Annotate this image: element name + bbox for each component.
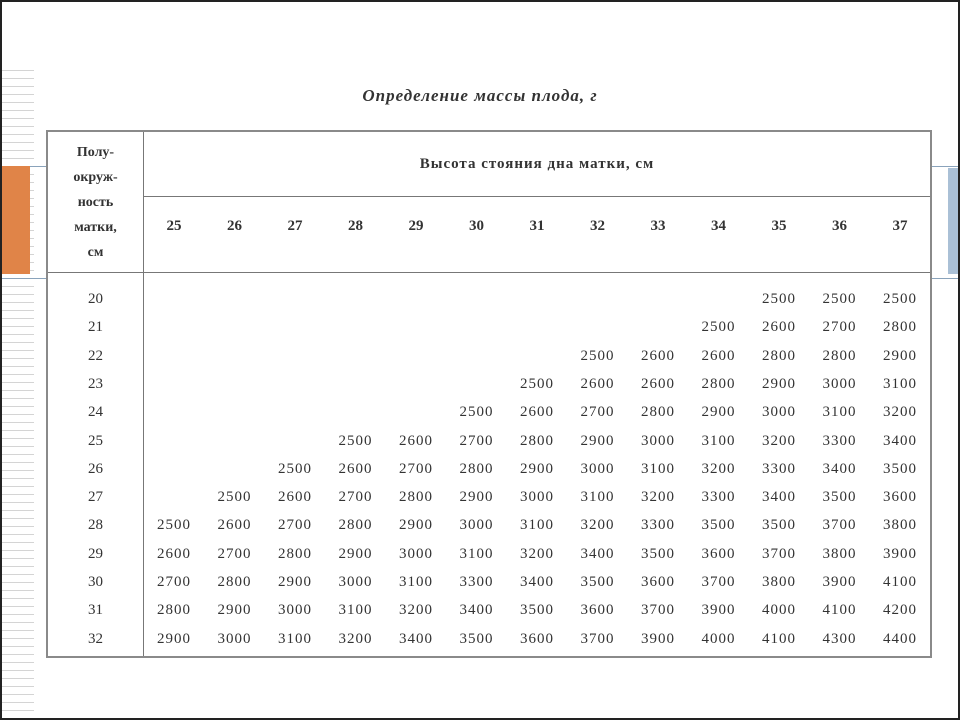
row-label-21: 21 (88, 319, 103, 336)
table-cell: 2500 (762, 291, 796, 307)
table-cell: 3100 (459, 545, 494, 562)
table-cell: 3800 (762, 574, 796, 590)
column-number-33: 33 (650, 218, 666, 234)
table-cell: 3000 (217, 630, 252, 647)
table-cell: 2800 (338, 517, 373, 534)
table-cell: 2800 (157, 602, 191, 619)
table-cell: 2500 (580, 347, 615, 364)
table-cell: 3400 (762, 489, 796, 506)
table-cell: 2500 (520, 375, 554, 392)
table-cell: 3600 (520, 630, 554, 647)
table-cell: 3500 (701, 517, 736, 534)
table-cell: 4100 (762, 630, 796, 647)
table-cell: 2700 (217, 545, 252, 562)
table-cell: 2900 (338, 545, 373, 562)
table-cell: 2700 (157, 574, 191, 590)
table-cell: 2600 (762, 319, 796, 336)
table-cell: 3300 (822, 432, 857, 449)
table-cell: 2600 (701, 347, 736, 364)
table-cell: 3500 (580, 574, 615, 590)
table-cell: 2800 (762, 347, 796, 364)
table-cell: 2500 (217, 489, 252, 506)
column-number-27: 27 (287, 218, 303, 234)
column-number-28: 28 (348, 218, 363, 234)
table-cell: 3100 (822, 404, 857, 421)
table-cell: 2500 (701, 319, 736, 336)
table-cell: 2900 (278, 574, 312, 590)
table-cell: 3200 (580, 517, 615, 534)
row-label-24: 24 (88, 404, 103, 421)
table-cell: 2500 (338, 432, 373, 449)
table-cell: 2900 (217, 602, 252, 619)
table-cell: 3700 (701, 574, 736, 590)
table-cell: 2600 (157, 545, 191, 562)
table-cell: 3400 (883, 432, 917, 449)
row-label-31: 31 (88, 602, 103, 619)
table-cell: 2500 (883, 291, 917, 307)
table-cell: 2600 (399, 432, 433, 449)
row-label-25: 25 (88, 432, 103, 449)
table-cell: 2700 (338, 489, 373, 506)
table-cell: 3000 (338, 574, 373, 590)
table-cell: 3600 (883, 489, 917, 506)
table-cell: 2800 (399, 489, 433, 506)
table-cell: 3000 (762, 404, 796, 421)
table-title: Определение массы плода, г (362, 86, 598, 105)
table-cell: 3600 (701, 545, 736, 562)
table-cell: 2500 (278, 460, 312, 477)
table-cell: 3000 (278, 602, 312, 619)
table-cell: 2900 (157, 630, 191, 647)
table-cell: 2800 (459, 460, 494, 477)
table-cell: 2600 (217, 517, 252, 534)
row-label-22: 22 (88, 347, 103, 364)
column-header-title: Высота стояния дна матки, см (144, 132, 930, 197)
row-label-27: 27 (88, 489, 103, 506)
table-cell: 2500 (822, 291, 857, 307)
table-cell: 3300 (641, 517, 675, 534)
table-cell: 3100 (701, 432, 736, 449)
table-cell: 2800 (701, 375, 736, 392)
table-cell: 2500 (459, 404, 494, 421)
table-cell: 3100 (641, 460, 675, 477)
table-cell: 3100 (520, 517, 554, 534)
table-cell: 3800 (883, 517, 917, 534)
row-label-30: 30 (88, 574, 103, 590)
table-cell: 3200 (762, 432, 796, 449)
table-cell: 3900 (701, 602, 736, 619)
table-cell: 3200 (520, 545, 554, 562)
table-cell: 3700 (580, 630, 615, 647)
table-cell: 3000 (641, 432, 675, 449)
table-cell: 3000 (399, 545, 433, 562)
table-cell: 4200 (883, 602, 917, 619)
table-cell: 2900 (459, 489, 494, 506)
table-cell: 2800 (883, 319, 917, 336)
row-label-20: 20 (88, 291, 103, 307)
table-cell: 4100 (822, 602, 857, 619)
row-label-23: 23 (88, 375, 103, 392)
table-cell: 3800 (822, 545, 857, 562)
table-cell: 2800 (217, 574, 252, 590)
table-cell: 3100 (338, 602, 373, 619)
table-cell: 2700 (399, 460, 433, 477)
table-cell: 3500 (641, 545, 675, 562)
table-cell: 3000 (520, 489, 554, 506)
table-cell: 2600 (641, 347, 675, 364)
table-cell: 3700 (641, 602, 675, 619)
table-cell: 3700 (762, 545, 796, 562)
table-cell: 3300 (459, 574, 494, 590)
table-cell: 2900 (762, 375, 796, 392)
table-cell: 3400 (580, 545, 615, 562)
table-cell: 2600 (580, 375, 615, 392)
table-cell: 2800 (278, 545, 312, 562)
column-number-30: 30 (469, 218, 484, 234)
table-cell: 2700 (580, 404, 615, 421)
table-cell: 3500 (883, 460, 917, 477)
row-label-28: 28 (88, 517, 103, 534)
row-header-cell: Полу- окруж- ность матки, см (48, 132, 144, 273)
table-cell: 4300 (822, 630, 857, 647)
table-cell: 3500 (762, 517, 796, 534)
table-cell: 2700 (822, 319, 857, 336)
table-cell: 3600 (641, 574, 675, 590)
table-cell: 4400 (883, 630, 917, 647)
table-cell: 3400 (520, 574, 554, 590)
table-cell: 2700 (278, 517, 312, 534)
table-cell: 2800 (822, 347, 857, 364)
table-cell: 3300 (701, 489, 736, 506)
table-cell: 3300 (762, 460, 796, 477)
table-cell: 3100 (883, 375, 917, 392)
table-cell: 3900 (641, 630, 675, 647)
table-cell: 2900 (399, 517, 433, 534)
column-number-37: 37 (892, 218, 908, 234)
row-label-32: 32 (88, 630, 103, 647)
table-cell: 3100 (278, 630, 312, 647)
table-cell: 3500 (459, 630, 494, 647)
table-cell: 3200 (701, 460, 736, 477)
table-cell: 2900 (883, 347, 917, 364)
table-cell: 3900 (822, 574, 857, 590)
table-cell: 2500 (157, 517, 191, 534)
table-cell: 3500 (822, 489, 857, 506)
table-cell: 2600 (520, 404, 554, 421)
table-cell: 3500 (520, 602, 554, 619)
table-cell: 3100 (399, 574, 433, 590)
table-cell: 2800 (641, 404, 675, 421)
table-cell: 3200 (338, 630, 373, 647)
table-cell: 3900 (883, 545, 917, 562)
column-number-25: 25 (166, 218, 182, 234)
column-number-29: 29 (408, 218, 424, 234)
table-cell: 3000 (459, 517, 494, 534)
column-number-26: 26 (227, 218, 242, 234)
table-cell: 2600 (641, 375, 675, 392)
table-cell: 4000 (762, 602, 796, 619)
table-cell: 2900 (520, 460, 554, 477)
table-cell: 2600 (338, 460, 373, 477)
row-label-26: 26 (88, 460, 103, 477)
table-cell: 3200 (883, 404, 917, 421)
table-cell: 2900 (701, 404, 736, 421)
column-number-35: 35 (771, 218, 787, 234)
table-cell: 3600 (580, 602, 615, 619)
column-number-31: 31 (529, 218, 545, 234)
row-label-29: 29 (88, 545, 103, 562)
column-number-32: 32 (590, 218, 605, 234)
column-number-34: 34 (711, 218, 726, 234)
table-cell: 3700 (822, 517, 857, 534)
table-cell: 2700 (459, 432, 494, 449)
table-cell: 3400 (822, 460, 857, 477)
table-cell: 4000 (701, 630, 736, 647)
table-cell: 3400 (399, 630, 433, 647)
table-cell: 2800 (520, 432, 554, 449)
table-cell: 3200 (399, 602, 433, 619)
table-cell: 3000 (580, 460, 615, 477)
table-cell: 3000 (822, 375, 857, 392)
column-number-36: 36 (832, 218, 847, 234)
table-cell: 3400 (459, 602, 494, 619)
table-cell: 2600 (278, 489, 312, 506)
table-cell: 2900 (580, 432, 615, 449)
table-cell: 3200 (641, 489, 675, 506)
table-cell: 3100 (580, 489, 615, 506)
table-cell: 4100 (883, 574, 917, 590)
